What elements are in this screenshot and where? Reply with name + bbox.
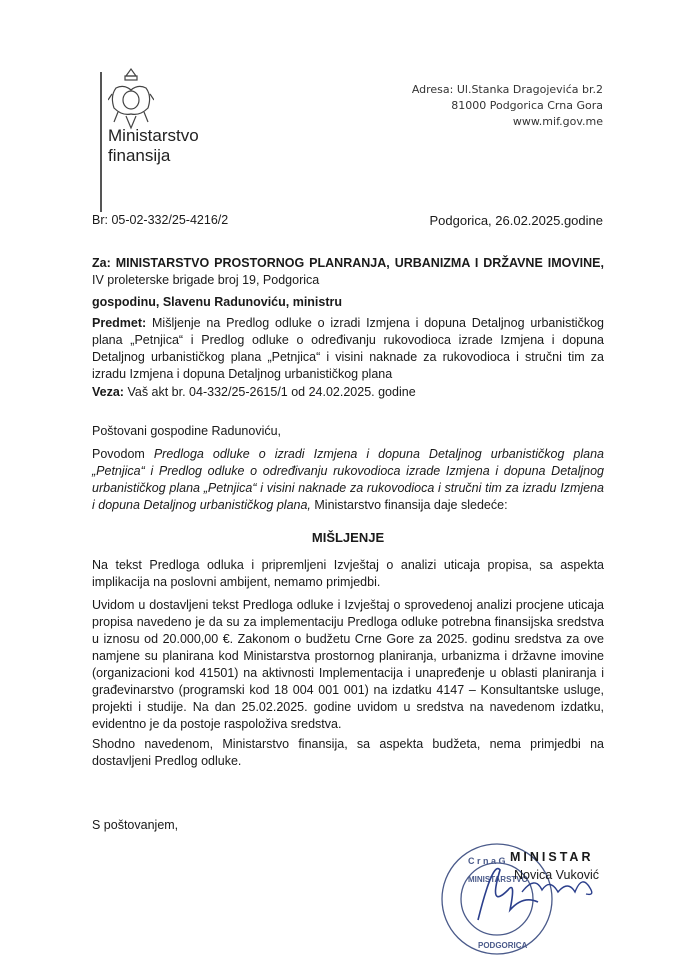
svg-text:C r n a G: C r n a G bbox=[468, 856, 506, 866]
subject-text: Mišljenje na Predlog odluke o izradi Izmjena i dopuna Detaljnog urbanističkog plana „Petnjica“ i Predlog odluke o određivanju rukovodioca izrade Izmjena i dopuna Detaljnog urbanističkog plana „Petnjica“ i visini naknade za rukovodioca i stručni tim za izradu Izmjena i dopuna Detaljnog urbanističkog plana bbox=[92, 316, 604, 381]
recipient-org: MINISTARSTVO PROSTORNOG PLANRANJA, URBANIZMA I DRŽAVNE IMOVINE, bbox=[115, 256, 604, 270]
reference-number: Br: 05-02-332/25-4216/2 bbox=[92, 213, 229, 227]
handwritten-signature bbox=[520, 870, 600, 900]
svg-text:MINISTARSTVO: MINISTARSTVO bbox=[468, 875, 528, 884]
paragraph-no-objections: Na tekst Predloga odluka i pripremljeni Izvještaj o analizi uticaja propisa, sa aspekta implikacija na poslovni ambijent, nemamo primjedbi. bbox=[92, 558, 604, 589]
ministry-name bbox=[108, 126, 199, 166]
signatory-title: MINISTAR bbox=[510, 850, 594, 864]
ministry-name-line2: finansija bbox=[108, 146, 171, 165]
address-city: 81000 Podgorica Crna Gora bbox=[451, 99, 603, 112]
intro-paragraph bbox=[92, 446, 604, 514]
intro-lead: Povodom bbox=[92, 447, 145, 461]
opinion-heading: MIŠLJENJE bbox=[311, 530, 385, 545]
reference bbox=[92, 384, 604, 401]
reference-label: Veza: bbox=[92, 385, 124, 399]
address-street: Adresa: Ul.Stanka Dragojevića br.2 bbox=[411, 83, 603, 96]
date-line: Podgorica, 26.02.2025.godine bbox=[429, 213, 603, 228]
signatory-name: Novica Vuković bbox=[514, 868, 599, 882]
salutation: Poštovani gospodine Radunoviću, bbox=[92, 424, 282, 438]
ministry-address bbox=[412, 82, 603, 130]
paragraph-conclusion: Shodno navedenom, Ministarstvo finansija, sa aspekta budžeta, nema primjedbi na dostavljeni Predlog odluke. bbox=[92, 737, 604, 768]
subject bbox=[92, 315, 604, 383]
intro-tail: Ministarstvo finansija daje sledeće: bbox=[314, 498, 508, 512]
recipient bbox=[92, 255, 604, 289]
intro-italic: Predloga odluke o izradi Izmjena i dopuna Detaljnog urbanističkog plana „Petnjica“ i Predlog odluke o određivanju rukovodioca izrade Izmjena i dopuna Detaljnog urbanističkog plana „Petnjica“ i visini naknade za rukovodioca i stručni tim za izradu Izmjena i dopuna Detaljnog urbanističkog plana, bbox=[92, 447, 604, 512]
recipient-address: IV proleterske brigade broj 19, Podgorica bbox=[92, 273, 320, 287]
closing: S poštovanjem, bbox=[92, 818, 179, 832]
recipient-label: Za: bbox=[92, 256, 111, 270]
subject-label: Predmet: bbox=[92, 316, 147, 330]
paragraph-budget: Uvidom u dostavljeni tekst Predloga odluke i Izvještaj o sprovedenoj analizi procjene uticaja propisa navedeno je da su za implementaciju Predloga odluke potrebna finansijska sredstva u iznosu od 20.000,00 €. Zakonom o budžetu Crne Gore za 2025. godinu sredstva za ove namjene su planirana kod Ministarstva prostornog planiranja, urbanizma i državne imovine (organizacioni kod 41501) na aktivnosti Implementacija i unapređenje u oblasti planiranja i građevinarstvo (programski kod 18 004 001 001) na izdatku 4147 – Konsultantske usluge, projekti i studije. Na dan 25.02.2025. godine uvidom u sredstva na navedenom izdatku, evidentno je da postoje raspoloživa sredstva. bbox=[92, 598, 604, 731]
reference-text: Vaš akt br. 04-332/25-2615/1 od 24.02.2025. godine bbox=[127, 385, 416, 399]
website: www.mif.gov.me bbox=[512, 115, 603, 128]
coat-of-arms-icon bbox=[108, 66, 154, 132]
recipient-person: gospodinu, Slavenu Radunoviću, ministru bbox=[92, 295, 343, 309]
ministry-name-line1: Ministarstvo bbox=[108, 126, 199, 145]
svg-text:PODGORICA: PODGORICA bbox=[478, 941, 528, 950]
letterhead-divider bbox=[100, 72, 102, 212]
